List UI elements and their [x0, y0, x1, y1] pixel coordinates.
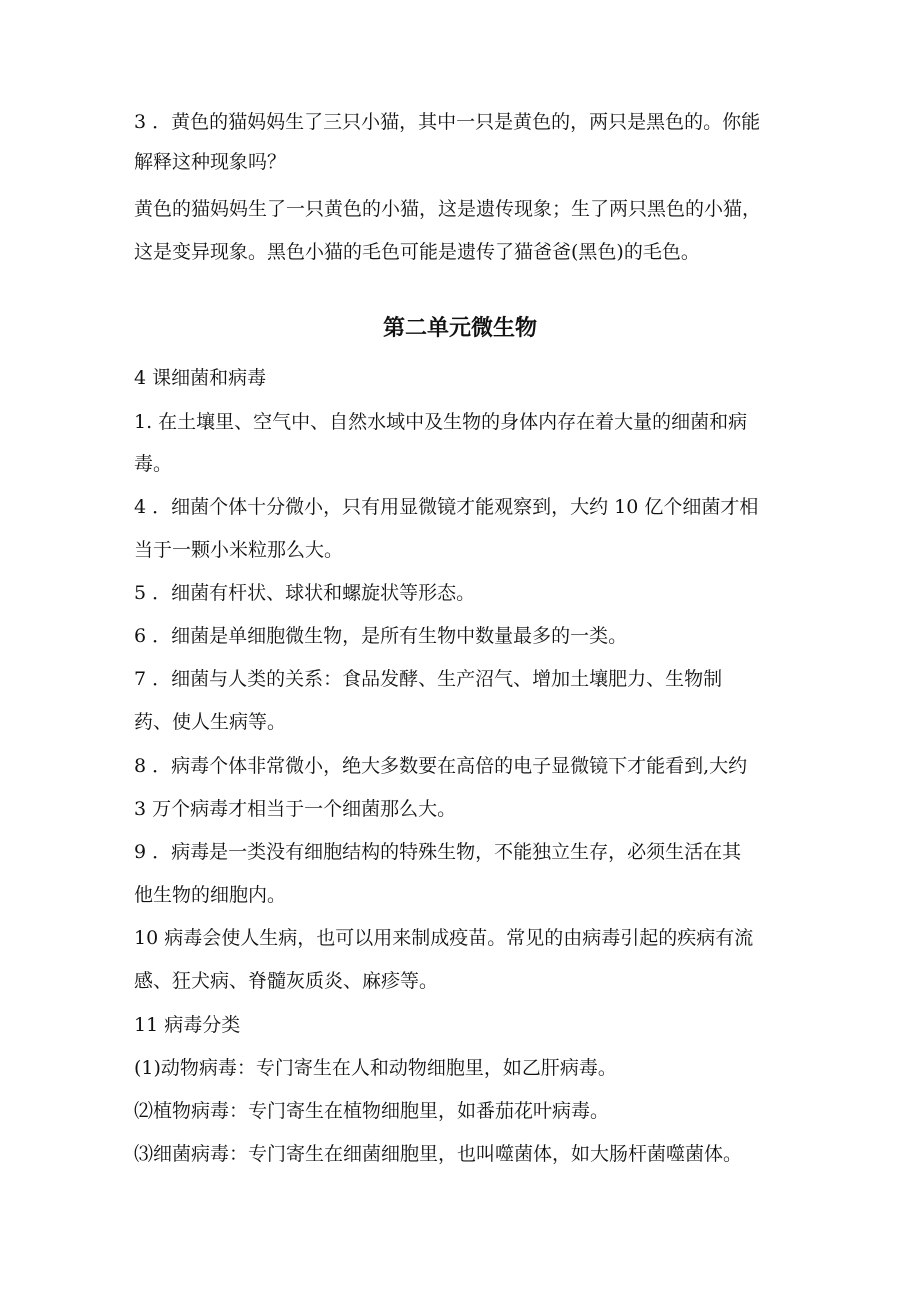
point-4-line-1: 4 ．细菌个体十分微小，只有用显微镜才能观察到，大约 10 亿个细菌才相	[134, 496, 759, 518]
virus-type-bacterial: ⑶细菌病毒：专门寄生在细菌细胞里，也叫噬菌体，如大肠杆菌噬菌体。	[134, 1143, 743, 1165]
point-9-line-2: 他生物的细胞内。	[134, 884, 287, 906]
question-3-line-2: 解释这种现象吗？	[134, 151, 287, 173]
point-9-line-1: 9 ．病毒是一类没有细胞结构的特殊生物，不能独立生存，必须生活在其	[134, 841, 742, 863]
question-3-line-1: 3 ．黄色的猫妈妈生了三只小猫，其中一只是黄色的，两只是黑色的。你能	[134, 111, 761, 133]
point-4-line-2: 当于一颗小米粒那么大。	[134, 539, 344, 561]
point-1-line-1: 1. 在土壤里、空气中、自然水域中及生物的身体内存在着大量的细菌和病	[134, 411, 748, 433]
lesson-title: 4 课细菌和病毒	[134, 367, 267, 389]
unit-title: 第二单元微生物	[382, 316, 537, 341]
virus-type-animal: (1)动物病毒：专门寄生在人和动物细胞里，如乙肝病毒。	[134, 1057, 617, 1079]
virus-type-plant: ⑵植物病毒：专门寄生在植物细胞里，如番茄花叶病毒。	[134, 1100, 610, 1122]
point-7-line-1: 7 ．细菌与人类的关系：食品发酵、生产沼气、增加土壤肥力、生物制	[134, 668, 723, 690]
point-8-line-1: 8 ．病毒个体非常微小，绝大多数要在高倍的电子显微镜下才能看到,大约	[134, 755, 748, 777]
point-10-line-2: 感、狂犬病、脊髓灰质炎、麻疹等。	[134, 970, 439, 992]
point-5-line: 5 ．细菌有杆状、球状和螺旋状等形态。	[134, 582, 476, 604]
point-8-line-2: 3 万个病毒才相当于一个细菌那么大。	[134, 798, 457, 820]
point-7-line-2: 药、使人生病等。	[134, 711, 287, 733]
answer-3-line-1: 黄色的猫妈妈生了一只黄色的小猫，这是遗传现象；生了两只黑色的小猫，	[134, 198, 762, 220]
point-6-line: 6 ．细菌是单细胞微生物，是所有生物中数量最多的一类。	[134, 625, 628, 647]
point-11-title: 11 病毒分类	[134, 1014, 241, 1036]
answer-3-line-2: 这是变异现象。黑色小猫的毛色可能是遗传了猫爸爸(黑色)的毛色。	[134, 241, 700, 263]
point-1-line-2: 毒。	[134, 453, 173, 475]
point-10-line-1: 10 病毒会使人生病，也可以用来制成疫苗。常见的由病毒引起的疾病有流	[134, 927, 754, 949]
